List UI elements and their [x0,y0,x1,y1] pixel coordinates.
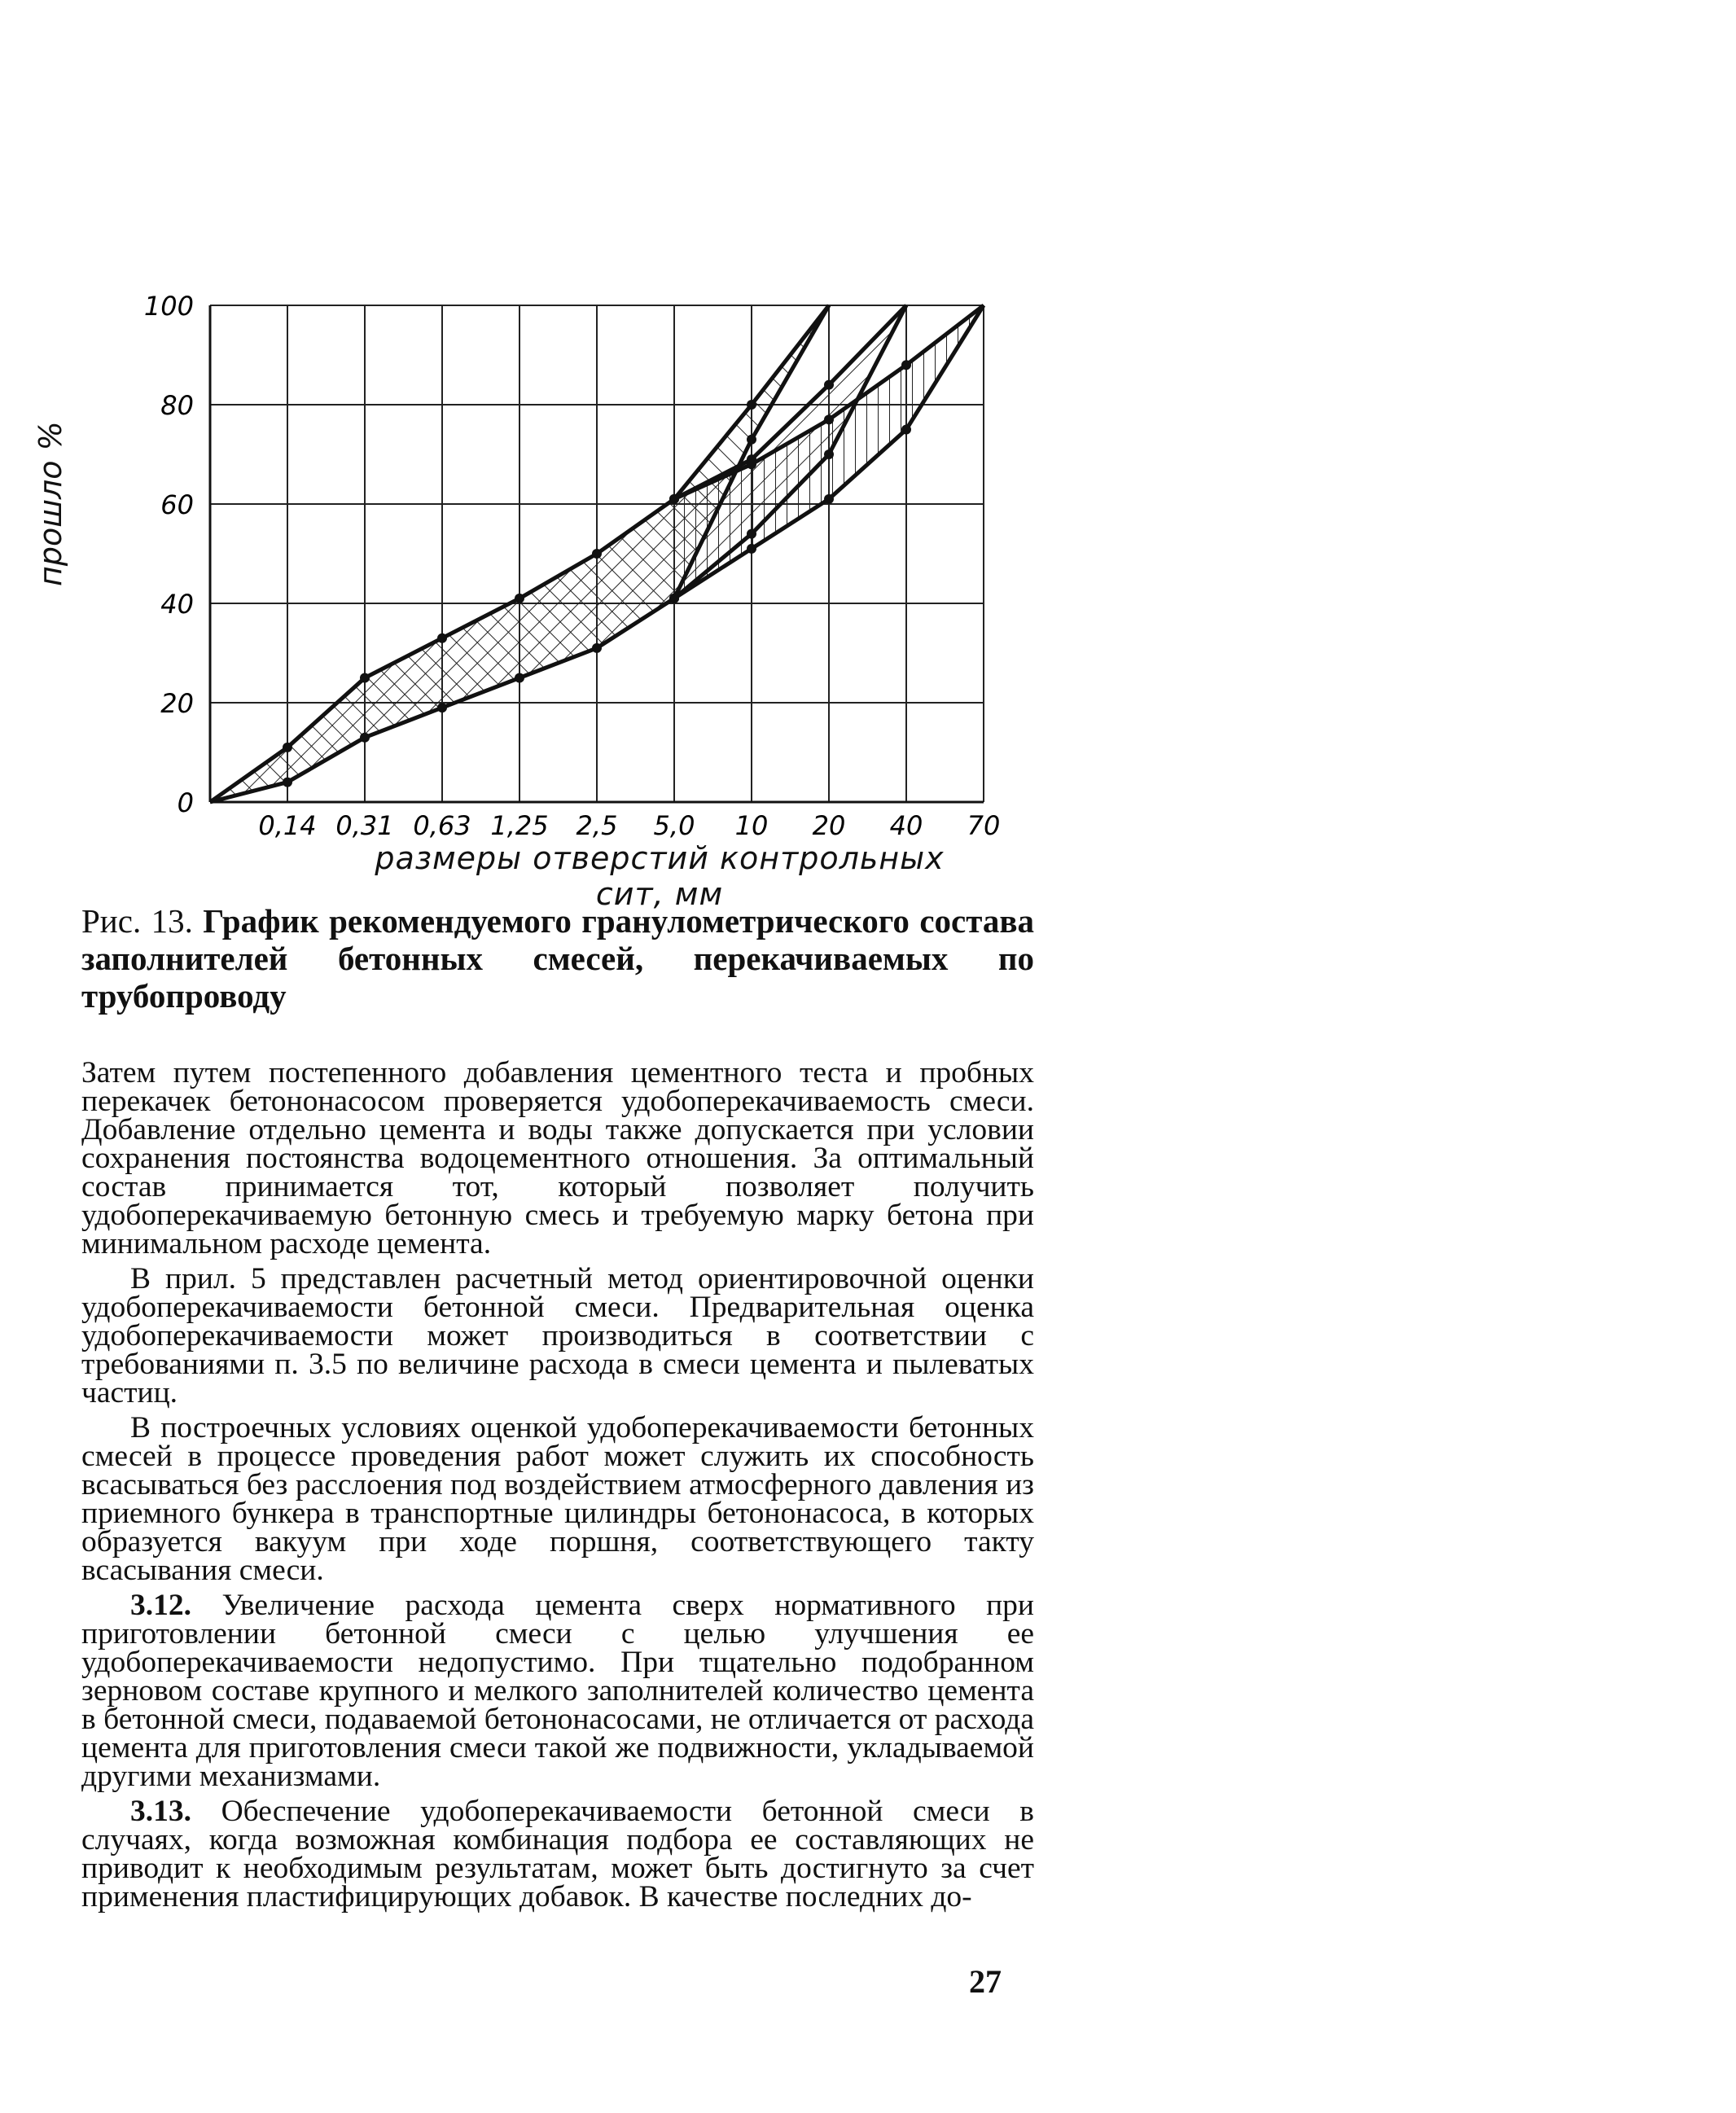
paragraph-5 [81,1795,1035,1914]
data-point [824,414,834,424]
data-point [747,435,756,445]
paragraph-4-text: Увеличение расхода цемента сверх нормативного при приготовлении бетонной смеси с целью улучшения ее удобоперекачиваемости недопустимо. При тщательно подобранном зерновом составе крупного и мелкого заполнителей количество цемента в бетонной смеси, подаваемой бетононасосами, не отличается от расхода цемента для приготовления смеси такой же подвижности, укладываемой другими механизмами. [81,1589,1034,1793]
data-point [360,733,370,743]
x-axis-label: размеры отверстий контрольных сит, мм [375,840,945,912]
section-number-3-13: 3.13. [130,1795,191,1828]
data-point [669,594,679,603]
data-point [901,360,911,370]
data-point [747,459,756,469]
data-point [437,703,447,712]
x-tick-label: 10 [734,810,769,841]
x-tick-label: 0,31 [335,810,394,841]
y-tick-label: 0 [177,787,194,818]
x-tick-label: 0,63 [413,810,471,841]
x-tick-label: 1,25 [490,810,549,841]
y-axis-label: прошло % [33,421,68,586]
y-tick-label: 40 [160,589,194,620]
section-number-3-12: 3.12. [130,1589,191,1622]
paragraph-2: В прил. 5 представлен расчетный метод ориентировочной оценки удобоперекачиваемости бетонной смеси. Предварительная оценка удобоперекачиваемости может производиться в соответствии с требованиями п. 3.5 по величине расхода в смеси цемента и пылеватых частиц. [81,1262,1034,1409]
y-tick-label: 80 [160,390,194,421]
data-point [360,673,370,683]
data-point [747,529,756,539]
paragraph-3: В построечных условиях оценкой удобоперекачиваемости бетонных смесей в процессе проведения работ может служить их способность всасываться без расслоения под воздействием атмосферного давления из приемного бункера в транспортные цилиндры бетононасоса, в которых образуется вакуум при ходе поршня, соответствующего такту всасывания смеси. [81,1411,1034,1587]
data-point [283,778,292,787]
x-tick-label: 20 [812,810,846,841]
data-point [669,494,679,504]
page-number: 27 [969,1963,1002,2000]
data-point [437,633,447,643]
x-tick-label: 0,14 [258,810,317,841]
data-point [515,673,524,683]
data-point [901,425,911,435]
data-point [592,643,602,653]
data-point [283,743,292,752]
x-tick-label: 70 [967,810,1001,841]
grading-chart [98,277,1042,896]
data-point [824,380,834,390]
data-point [747,400,756,410]
caption-text: График рекомендуемого гранулометрического состава заполнителей бетонных смесей, перекачиваемых по трубопроводу [81,902,1034,1015]
data-point [515,594,524,603]
body-text [81,1056,1035,1918]
figure-caption [81,902,1034,1015]
data-point [747,544,756,554]
y-tick-label: 20 [160,688,194,719]
y-tick-label: 60 [160,489,194,520]
caption-lead: Рис. 13. [81,902,193,940]
paragraph-4 [81,1591,1034,1791]
x-tick-label: 2,5 [576,810,618,841]
paragraph-1: Затем путем постепенного добавления цементного теста и пробных перекачек бетононасосом проверяется удобоперекачиваемость смеси. Добавление отдельно цемента и воды также допускается при условии сохранения постоянства водоцементного отношения. За оптимальный состав принимается тот, который позволяет получить удобоперекачиваемую бетонную смесь и требуемую марку бетона при минимальном расходе цемента. [81,1056,1034,1260]
x-tick-label: 5,0 [653,810,695,841]
data-point [824,449,834,459]
data-point [824,494,834,504]
paragraph-5-text: Обеспечение удобоперекачиваемости бетонной смеси в случаях, когда возможная комбинация подбора ее составляющих не приводит к необходимым результатам, может быть достигнуто за счет применения пластифицирующих добавок. В качестве последних до- [81,1795,1035,1914]
x-tick-label: 40 [889,810,923,841]
data-point [592,549,602,559]
y-tick-label: 100 [143,291,194,322]
